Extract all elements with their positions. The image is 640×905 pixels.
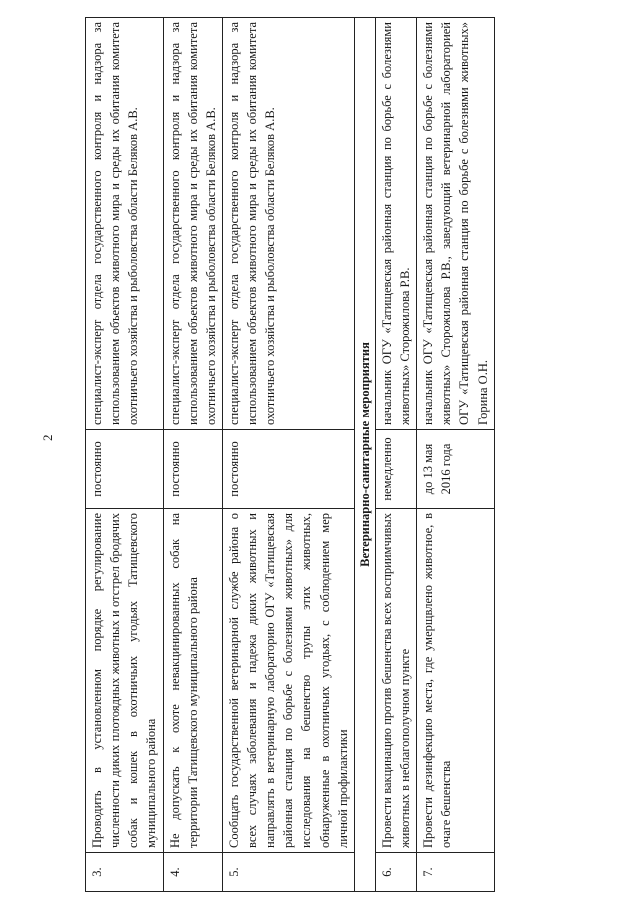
- row-number: 3.: [86, 853, 164, 892]
- deadline: немедленно: [375, 430, 416, 509]
- page-number: 2: [40, 434, 55, 441]
- measures-table: [85, 17, 495, 892]
- responsible: начальник ОГУ «Татищевская районная станция по борьбе с болезнями животных» Сторожилова Р.В.: [375, 18, 416, 430]
- deadline: до 13 мая 2016 года: [417, 430, 495, 509]
- table-row: [417, 18, 495, 892]
- deadline: постоянно: [163, 430, 222, 509]
- row-number: 7.: [417, 853, 495, 892]
- table-row: [86, 18, 164, 892]
- section-header-row: [354, 18, 375, 892]
- responsible: начальник ОГУ «Татищевская районная станция по борьбе с болезнями животных» Сторожилова Р.В., заведующий ветеринарной лабораторией ОГУ «Татищевская районная станция по борьбе с болезнями животных» Горина О.Н.: [417, 18, 495, 430]
- table-row: [222, 18, 354, 892]
- row-number: 5.: [222, 853, 354, 892]
- responsible: специалист-эксперт отдела государственного контроля и надзора за использованием объектов животного мира и среды их обитания комитета охотничьего хозяйства и рыболовства области Беляков А.В.: [86, 18, 164, 430]
- measure-text: Проводить в установленном порядке регулирование численности диких плотоядных животных и отстрел бродячих собак и кошек в охотничьих угодьях Татищевского муниципального района: [86, 509, 164, 853]
- responsible: специалист-эксперт отдела государственного контроля и надзора за использованием объектов животного мира и среды их обитания комитета охотничьего хозяйства и рыболовства области Беляков А.В.: [222, 18, 354, 430]
- table-row: [163, 18, 222, 892]
- responsible: специалист-эксперт отдела государственного контроля и надзора за использованием объектов животного мира и среды их обитания комитета охотничьего хозяйства и рыболовства области Беляков А.В.: [163, 18, 222, 430]
- section-title: Ветеринарно-санитарные мероприятия: [354, 18, 375, 892]
- deadline: постоянно: [86, 430, 164, 509]
- row-number: 6.: [375, 853, 416, 892]
- deadline: постоянно: [222, 430, 354, 509]
- document-table-rotated: [85, 17, 622, 892]
- measure-text: Провести вакцинацию против бешенства всех восприимчивых животных в неблагополучном пункте: [375, 509, 416, 853]
- measure-text: Сообщать государственной ветеринарной службе района о всех случаях заболевания и падежа диких животных и направлять в ветеринарную лабораторию ОГУ «Татищевская районная станция по борьбе с болезнями животных» для исследования на бешенство трупы этих животных, обнаруженные в охотничьих угодьях, с соблюдением мер личной профилактики: [222, 509, 354, 853]
- measure-text: Не допускать к охоте невакцинированных собак на территории Татищевского муниципального района: [163, 509, 222, 853]
- table-row: [375, 18, 416, 892]
- measure-text: Провести дезинфекцию места, где умерщвлено животное, в очаге бешенства: [417, 509, 495, 853]
- row-number: 4.: [163, 853, 222, 892]
